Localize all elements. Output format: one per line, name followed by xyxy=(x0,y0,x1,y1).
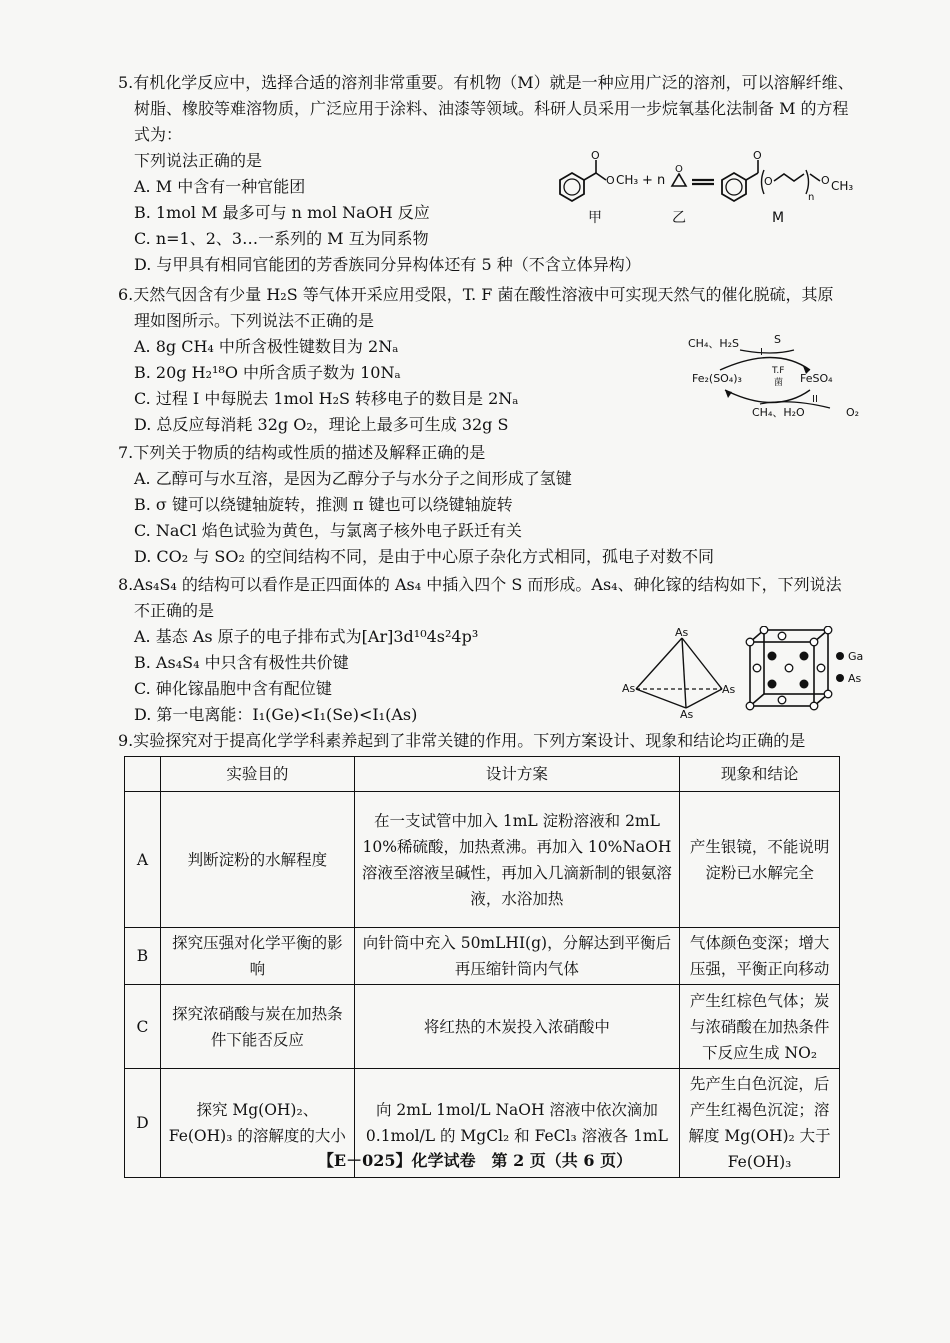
page-footer: 【E－025】化学试卷 第 2 页（共 6 页） xyxy=(317,1151,633,1170)
table-header-key xyxy=(125,757,161,792)
table-header-purpose: 实验目的 xyxy=(160,757,354,792)
q6-label-fe2so43: Fe₂(SO₄)₃ xyxy=(692,372,742,385)
q5-ch3-label: CH₃ xyxy=(616,173,639,187)
row-result: 产生红棕色气体；炭与浓硝酸在加热条件下反应生成 NO₂ xyxy=(680,985,840,1069)
row-design: 向针筒中充入 50mLHI(g)，分解达到平衡后再压缩针筒内气体 xyxy=(354,928,679,985)
table-row xyxy=(125,985,840,1069)
row-purpose: 探究 Mg(OH)₂、Fe(OH)₃ 的溶解度的大小 xyxy=(160,1069,354,1178)
q5-stem: 下列说法正确的是 xyxy=(134,151,263,170)
row-design: 将红热的木炭投入浓硝酸中 xyxy=(354,985,679,1069)
q6-option-d: D. 总反应每消耗 32g O₂，理论上最多可生成 32g S xyxy=(134,415,509,434)
q5-line-1: 5.有机化学反应中，选择合适的溶剂非常重要。有机物（M）就是一种应用广泛的溶剂，可以溶解纤维、 xyxy=(118,73,854,92)
q6-label-s: S xyxy=(774,333,781,346)
q5-label-m: M xyxy=(772,210,785,226)
q6-label-jun: 菌 xyxy=(774,378,784,388)
q5-option-c: C. n=1、2、3…一系列的 M 互为同系物 xyxy=(134,229,429,248)
table-header-design: 设计方案 xyxy=(354,757,679,792)
row-purpose: 探究浓硝酸与炭在加热条件下能否反应 xyxy=(160,985,354,1069)
svg-text:O: O xyxy=(821,174,830,187)
q5-subscript-n: n xyxy=(808,192,815,203)
q6-label-step1: I xyxy=(760,347,763,358)
q5-ch3-label-2: CH₃ xyxy=(831,179,854,193)
row-result: 气体颜色变深；增大压强，平衡正向移动 xyxy=(680,928,840,985)
q8-line-1: 8.As₄S₄ 的结构可以看作是正四面体的 As₄ 中插入四个 S 而形成。As₄、砷化镓的结构如下，下列说法 xyxy=(118,575,842,594)
q5-plus-n: + n xyxy=(642,173,666,188)
table-header-result: 现象和结论 xyxy=(680,757,840,792)
q6-label-step2: II xyxy=(812,394,818,405)
q6-desulfurization-diagram xyxy=(680,330,880,425)
svg-text:O: O xyxy=(753,150,762,162)
q6-option-b: B. 20g H₂¹⁸O 中所含质子数为 10Nₐ xyxy=(134,363,401,382)
q8-tetra-as-top: As xyxy=(675,626,689,639)
q8-tetra-as-bottom: As xyxy=(680,708,694,719)
q6-line-1: 6.天然气因含有少量 H₂S 等气体开采应用受限，T. F 菌在酸性溶液中可实现天然气的催化脱硫，其原 xyxy=(118,285,834,304)
q6-label-ch4-h2o: CH₄、H₂O xyxy=(752,406,805,419)
q5-line-2: 树脂、橡胶等难溶物质，广泛应用于涂料、油漆等领域。科研人员采用一步烷氧基化法制备 M 的方程 xyxy=(134,99,849,118)
table-row xyxy=(125,792,840,928)
row-design: 向 2mL 1mol/L NaOH 溶液中依次滴加 0.1mol/L 的 MgCl₂ 和 FeCl₃ 溶液各 1mL xyxy=(354,1069,679,1178)
q7-option-c: C. NaCl 焰色试验为黄色，与氯离子核外电子跃迁有关 xyxy=(134,521,522,540)
q8-line-2: 不正确的是 xyxy=(134,601,215,620)
row-key: C xyxy=(125,985,161,1069)
row-key: A xyxy=(125,792,161,928)
q6-label-ch4-h2s: CH₄、H₂S xyxy=(688,337,740,350)
q7-line-1: 7.下列关于物质的结构或性质的描述及解释正确的是 xyxy=(118,443,486,462)
q6-option-c: C. 过程 I 中每脱去 1mol H₂S 转移电子的数目是 2Nₐ xyxy=(134,389,519,408)
svg-text:O: O xyxy=(591,150,600,162)
row-key: B xyxy=(125,928,161,985)
q6-option-a: A. 8g CH₄ 中所含极性键数目为 2Nₐ xyxy=(134,337,399,356)
q5-label-jia: 甲 xyxy=(588,210,602,226)
row-key: D xyxy=(125,1069,161,1178)
q6-label-feso4: FeSO₄ xyxy=(800,372,833,385)
q8-option-c: C. 砷化镓晶胞中含有配位键 xyxy=(134,679,332,698)
svg-text:O: O xyxy=(675,164,683,175)
q8-legend-as: As xyxy=(848,672,862,685)
q8-tetra-as-right: As xyxy=(722,683,736,696)
q9-line-1: 9.实验探究对于提高化学学科素养起到了非常关键的作用。下列方案设计、现象和结论均正确的是 xyxy=(118,731,806,750)
row-purpose: 探究压强对化学平衡的影响 xyxy=(160,928,354,985)
q7-option-b: B. σ 键可以绕键轴旋转，推测 π 键也可以绕键轴旋转 xyxy=(134,495,513,514)
q5-reaction-scheme xyxy=(540,150,870,230)
q8-option-a: A. 基态 As 原子的电子排布式为[Ar]3d¹⁰4s²4p³ xyxy=(134,627,479,646)
q5-option-b: B. 1mol M 最多可与 n mol NaOH 反应 xyxy=(134,203,430,222)
q8-option-d: D. 第一电离能：I₁(Ge)<I₁(Se)<I₁(As) xyxy=(134,705,418,724)
q7-option-d: D. CO₂ 与 SO₂ 的空间结构不同，是由于中心原子杂化方式相同，孤电子对数不同 xyxy=(134,547,714,566)
row-result: 先产生白色沉淀，后产生红褐色沉淀；溶解度 Mg(OH)₂ 大于 Fe(OH)₃ xyxy=(680,1069,840,1178)
svg-text:O: O xyxy=(764,175,773,188)
q5-label-yi: 乙 xyxy=(672,210,686,226)
row-purpose: 判断淀粉的水解程度 xyxy=(160,792,354,928)
q6-label-o2: O₂ xyxy=(846,406,860,419)
q8-tetra-as-left: As xyxy=(622,682,636,695)
q8-gaas-unit-cell xyxy=(744,626,874,712)
svg-text:O: O xyxy=(606,174,615,187)
q5-option-a: A. M 中含有一种官能团 xyxy=(134,177,306,196)
q8-as4-tetrahedron xyxy=(622,624,752,719)
table-header-row xyxy=(125,757,840,792)
q5-option-d: D. 与甲具有相同官能团的芳香族同分异构体还有 5 种（不含立体异构） xyxy=(134,255,641,274)
row-design: 在一支试管中加入 1mL 淀粉溶液和 2mL 10%稀硫酸，加热煮沸。再加入 10%NaOH 溶液至溶液呈碱性，再加入几滴新制的银氨溶液，水浴加热 xyxy=(354,792,679,928)
q5-line-3: 式为： xyxy=(134,125,183,144)
q8-legend-ga: Ga xyxy=(848,650,864,663)
q9-experiment-table xyxy=(124,756,840,1178)
row-result: 产生银镜，不能说明淀粉已水解完全 xyxy=(680,792,840,928)
q7-option-a: A. 乙醇可与水互溶，是因为乙醇分子与水分子之间形成了氢键 xyxy=(134,469,572,488)
q6-label-tf: T.F xyxy=(772,366,785,376)
q6-line-2: 理如图所示。下列说法不正确的是 xyxy=(134,311,375,330)
table-row xyxy=(125,928,840,985)
q8-option-b: B. As₄S₄ 中只含有极性共价键 xyxy=(134,653,349,672)
